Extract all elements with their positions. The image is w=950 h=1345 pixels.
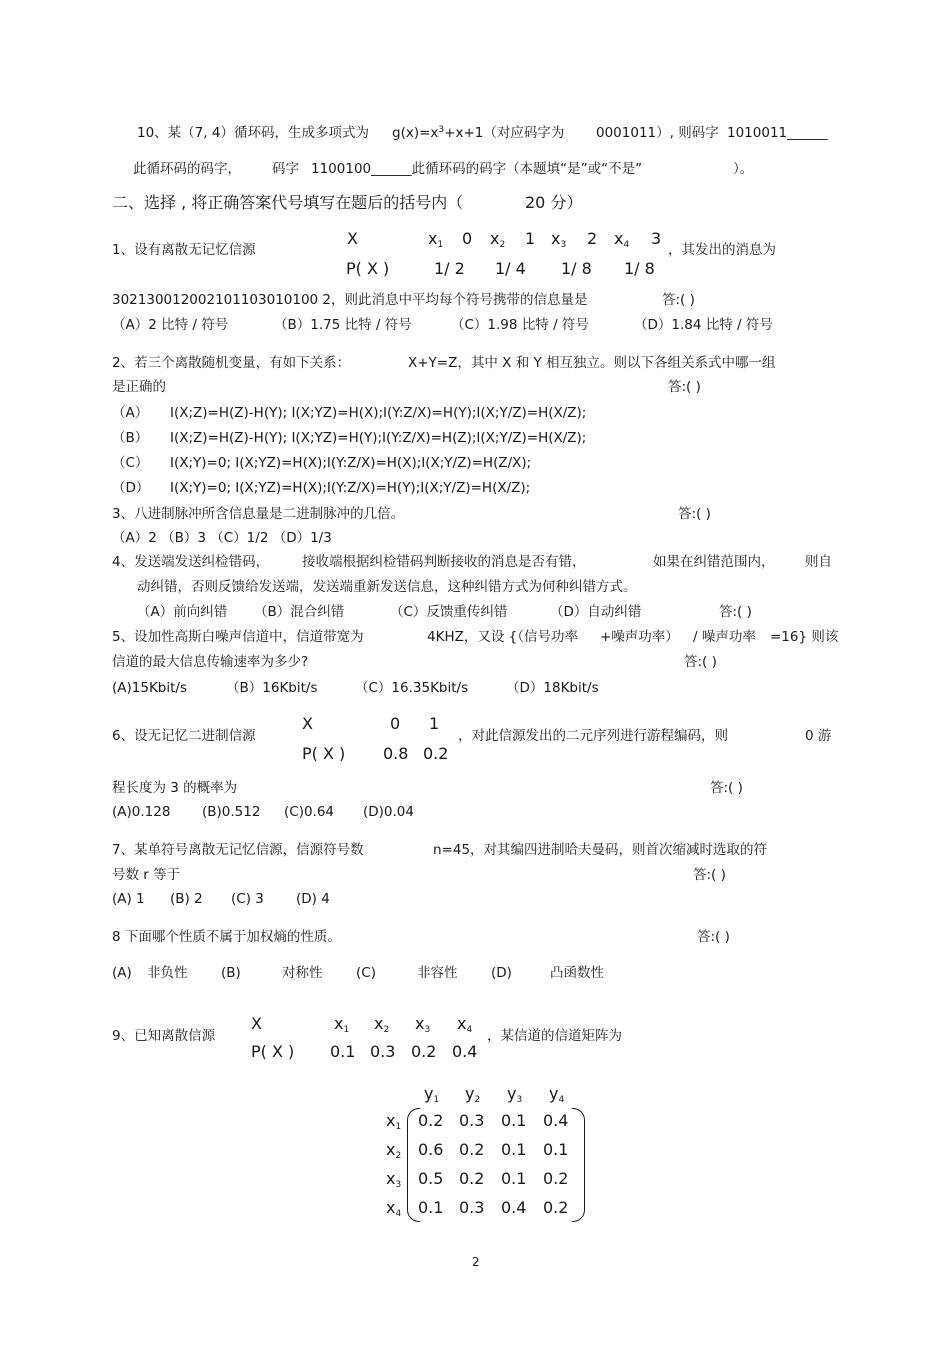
q8-opt-a-label: (A) [112,965,132,981]
q6-v1: 1 [429,714,440,733]
q7-opt-c: (C) 3 [231,891,264,907]
q5-line1-d: / 噪声功率 [693,629,756,645]
q2-opt-c-label: （C） [112,455,149,471]
q9-lead: 9、已知离散信源 [112,1028,216,1044]
section2-score: 20 分） [525,193,583,212]
q5-answer: 答:( ) [684,654,717,670]
q1-sym1: $x_1$ [428,229,444,250]
page-number: 2 [472,1255,480,1269]
q1-src-px: P( X ) [346,259,390,278]
q2-opt-d-text: I(X;Y)=0; I(X;YZ)=H(X);I(Y:Z/X)=H(Y);I(X;Y/Z)=H(X/Z); [170,480,531,496]
q1-val4: 3 [651,229,662,248]
q10-line1-code: 0001011）, 则码字 [596,125,719,141]
q4-line1-b: 接收端根据纠检错码判断接收的消息是否有错， [302,554,586,570]
q6-opt-c: (C)0.64 [284,804,335,820]
q1-src-x: X [347,229,358,248]
matrix-col-y1: $y_1$ [424,1084,440,1105]
q8-line1: 8 下面哪个性质不属于加权熵的性质。 [112,929,341,945]
q4-opt-c: （C）反馈重传纠错 [390,604,508,620]
q1-p3: 1/ 8 [561,259,592,278]
q6-p1: 0.2 [423,744,449,763]
q2-line1a: 2、若三个离散随机变量，有如下关系： [112,355,351,371]
q1-p2: 1/ 4 [495,259,526,278]
q6-opt-d: (D)0.04 [363,804,414,820]
q10-line1-lead: 10、某（7, 4）循环码，生成多项式为 [137,125,369,141]
q1-lead: 1、设有离散无记忆信源 [112,242,256,258]
q2-opt-a-text: I(X;Z)=H(Z)-H(Y); I(X;YZ)=H(X);I(Y:Z/X)=H(Y);I(X;Y/Z)=H(X/Z); [170,405,587,421]
matrix-cell: 0.1 [418,1198,444,1217]
q1-tail: ，其发出的消息为 [668,242,776,258]
q3-opts: （A）2 （B）3 （C）1/2 （D）1/3 [112,530,332,546]
q8-opt-c-label: (C) [356,965,376,981]
matrix-col-y3: $y_3$ [507,1084,523,1105]
matrix-col-y4: $y_4$ [549,1084,565,1105]
q2-line2: 是正确的 [112,379,166,395]
q1-val3: 2 [587,229,598,248]
q1-message: 302130012002101103010100 2，则此消息中平均每个符号携带的信息量是 [112,292,588,308]
q2-opt-a-label: （A） [112,405,149,421]
q5-line1-c: +噪声功率） [600,629,679,645]
q5-opt-c: （C）16.35Kbit/s [355,680,469,696]
q6-src-x: X [302,714,313,733]
matrix-cell: 0.6 [418,1140,444,1159]
q2-opt-d-label: （D） [112,480,150,496]
q10-line2-c: 1100100______此循环码的码字（本题填“是”或“不是” [311,161,643,177]
matrix-right-bracket [572,1108,585,1222]
q2-opt-c-text: I(X;Y)=0; I(X;YZ)=H(X);I(Y:Z/X)=H(X);I(X;Y/Z)=H(Z/X); [170,455,532,471]
q9-x3: $x_3$ [415,1014,431,1035]
matrix-cell: 0.5 [418,1169,444,1188]
matrix-cell: 0.2 [459,1140,485,1159]
q6-p0: 0.8 [383,744,409,763]
matrix-row-x3: $x_3$ [386,1169,402,1190]
q5-line1-a: 5、设加性高斯白噪声信道中，信道带宽为 [112,629,364,645]
q9-x4: $x_4$ [457,1014,473,1035]
q6-v0: 0 [390,714,401,733]
matrix-row-x1: $x_1$ [386,1111,402,1132]
matrix-cell: 0.4 [543,1111,569,1130]
q10-line2-a: 此循环码的码字， [133,161,241,177]
q10-line2-d: ）。 [733,161,754,177]
q2-answer: 答:( ) [668,379,701,395]
q9-src-px: P( X ) [251,1042,295,1061]
q9-x1: $x_1$ [334,1014,350,1035]
q1-sym2: $x_2$ [490,229,506,250]
matrix-col-y2: $y_2$ [465,1084,481,1105]
matrix-cell: 0.2 [543,1198,569,1217]
section2-heading: 二、选择 , 将正确答案代号填写在题后的括号内（ [112,193,464,212]
q1-val1: 0 [462,229,473,248]
q5-line2: 信道的最大信息传输速率为多少? [112,654,309,670]
q6-opt-a: (A)0.128 [112,804,171,820]
q10-line1-word: 1010011______ [727,125,828,141]
q2-opt-b-text: I(X;Z)=H(Z)-H(Y); I(X;YZ)=H(Y);I(Y:Z/X)=H(Z);I(X;Y/Z)=H(X/Z); [170,430,587,446]
q4-line1-d: 则自 [805,554,832,570]
q6-answer: 答:( ) [710,780,743,796]
q8-opt-b-text: 对称性 [282,965,323,981]
matrix-cell: 0.1 [501,1169,527,1188]
q9-p2: 0.3 [370,1042,396,1061]
q1-opt-a: （A）2 比特 / 符号 [112,317,229,333]
q9-p4: 0.4 [452,1042,478,1061]
q7-opt-b: (B) 2 [170,891,203,907]
q8-opt-d-label: (D) [491,965,512,981]
q5-opt-b: （B）16Kbit/s [226,680,318,696]
q8-answer: 答:( ) [697,929,730,945]
matrix-cell: 0.1 [543,1140,569,1159]
matrix-cell: 0.1 [501,1111,527,1130]
matrix-cell: 0.3 [459,1198,485,1217]
q8-opt-a-text: 非负性 [147,965,188,981]
q6-src-px: P( X ) [302,744,346,763]
matrix-cell: 0.2 [459,1169,485,1188]
matrix-cell: 0.2 [418,1111,444,1130]
q6-tail-a: ，对此信源发出的二元序列进行游程编码，则 [458,728,728,744]
q4-opt-d: （D）自动纠错 [550,604,642,620]
matrix-row-x4: $x_4$ [386,1198,402,1219]
q10-line1-poly: $g(x)=x^3+x+1$（对应码字为 [392,125,565,141]
q3-answer: 答:( ) [678,506,711,522]
matrix-cell: 0.3 [459,1111,485,1130]
q6-line2: 程长度为 3 的概率为 [112,780,238,796]
q3-line1: 3、八进制脉冲所含信息量是二进制脉冲的几倍。 [112,506,405,522]
matrix-row-x2: $x_2$ [386,1140,402,1161]
q2-line1b: X+Y=Z，其中 X 和 Y 相互独立。则以下各组关系式中哪一组 [408,355,776,371]
q1-sym4: $x_4$ [614,229,630,250]
q5-opt-d: （D）18Kbit/s [506,680,599,696]
q4-line1-c: 如果在纠错范围内， [653,554,775,570]
q8-opt-c-text: 非容性 [417,965,458,981]
q6-opt-b: (B)0.512 [202,804,261,820]
q7-answer: 答:( ) [693,867,726,883]
q10-line2-b: 码字 [272,161,299,177]
q8-opt-d-text: 凸函数性 [550,965,604,981]
matrix-cell: 0.2 [543,1169,569,1188]
q1-val2: 1 [525,229,536,248]
q2-opt-b-label: （B） [112,430,149,446]
q4-answer: 答:( ) [719,604,752,620]
q7-line1-a: 7、某单符号离散无记忆信源，信源符号数 [112,842,364,858]
q7-opt-a: (A) 1 [112,891,145,907]
q9-p3: 0.2 [411,1042,437,1061]
q8-opt-b-label: (B) [221,965,241,981]
matrix-cell: 0.4 [501,1198,527,1217]
q9-x2: $x_2$ [374,1014,390,1035]
q7-opt-d: (D) 4 [296,891,330,907]
q5-opt-a: (A)15Kbit/s [112,680,187,696]
q6-tail-b: 0 游 [805,728,832,744]
q9-p1: 0.1 [330,1042,356,1061]
matrix-cell: 0.1 [501,1140,527,1159]
q1-p1: 1/ 2 [434,259,465,278]
q1-opt-c: （C）1.98 比特 / 符号 [451,317,589,333]
q1-answer: 答:( ) [662,292,695,308]
q4-line1-a: 4、发送端发送纠检错码， [112,554,270,570]
q5-line1-e: =16} 则该 [770,629,839,645]
q7-line1-b: n=45，对其编四进制哈夫曼码，则首次缩减时选取的符 [433,842,768,858]
q6-lead: 6、设无记忆二进制信源 [112,728,256,744]
q4-opt-b: （B）混合纠错 [254,604,345,620]
q5-line1-b: 4KHZ，又设 {（信号功率 [427,629,578,645]
q7-line2: 号数 r 等于 [112,867,181,883]
q1-p4: 1/ 8 [624,259,655,278]
q9-src-x: X [251,1014,262,1033]
q4-opt-a: （A）前向纠错 [137,604,228,620]
q4-line2: 动纠错，否则反馈给发送端，发送端重新发送信息，这种纠错方式为何种纠错方式。 [137,579,637,595]
q9-tail: ，某信道的信道矩阵为 [487,1028,622,1044]
q1-opt-b: （B）1.75 比特 / 符号 [274,317,412,333]
q1-opt-d: （D）1.84 比特 / 符号 [634,317,773,333]
q1-sym3: $x_3$ [551,229,567,250]
